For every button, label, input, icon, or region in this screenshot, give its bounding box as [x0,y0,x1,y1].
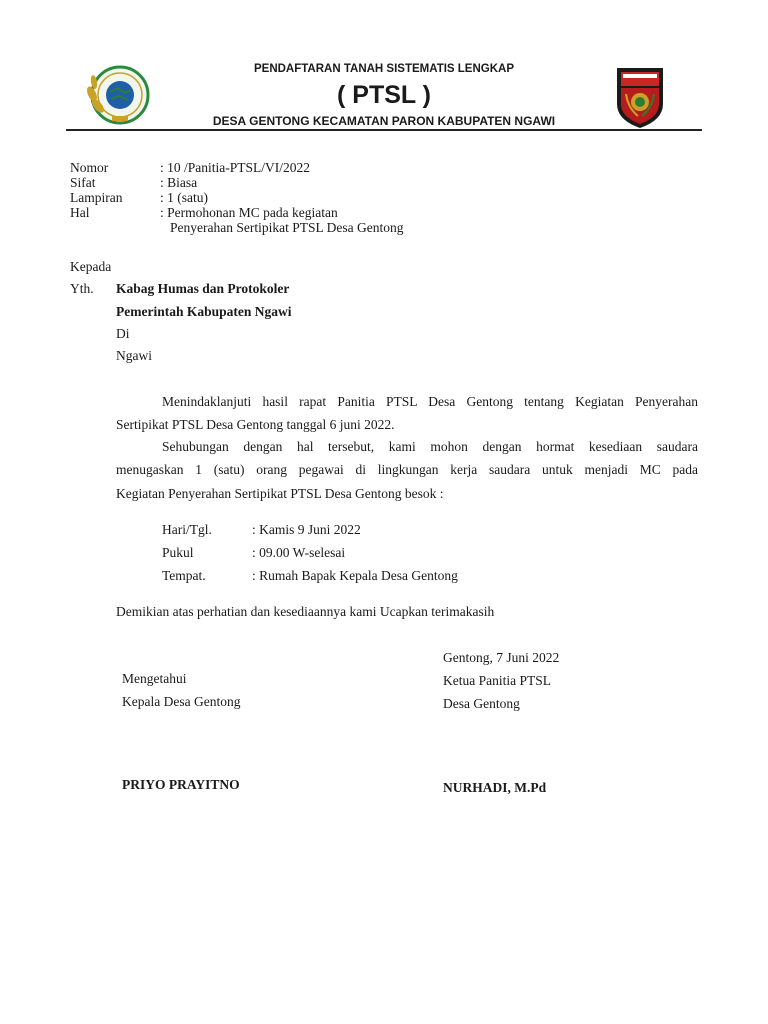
schedule-value-place: : Rumah Bapak Kepala Desa Gentong [252,568,458,583]
header-line-1: PENDAFTARAN TANAH SISTEMATIS LENGKAP [253,63,515,75]
recipient-organization: Pemerintah Kabupaten Ngawi [116,304,292,319]
schedule-label-date: Hari/Tgl. [162,522,212,537]
paragraph-2-line-2: menugaskan 1 (satu) orang pegawai di lingkungan kerja saudara untuk menjadi MC pada [116,462,698,477]
recipient-di: Di [116,326,130,341]
header-divider [66,129,702,131]
meta-label-hal: Hal [70,205,90,220]
meta-label-sifat: Sifat [70,175,96,190]
header-title: ( PTSL ) [337,81,431,109]
yth-label: Yth. [70,281,94,296]
signature-left-line-2: Kepala Desa Gentong [122,694,241,709]
paragraph-2-line-1: Sehubungan dengan hal tersebut, kami mohon dengan hormat kesediaan saudara [162,439,698,454]
meta-value-nomor: : 10 /Panitia-PTSL/VI/2022 [160,160,310,175]
paragraph-1-line-2: Sertipikat PTSL Desa Gentong tanggal 6 juni 2022. [116,417,395,432]
schedule-label-place: Tempat. [162,568,206,583]
signature-right-line-2: Desa Gentong [443,696,520,711]
meta-label-lampiran: Lampiran [70,190,123,205]
recipient-title: Kabag Humas dan Protokoler [116,281,290,296]
meta-label-nomor: Nomor [70,160,109,175]
kepada-label: Kepada [70,259,112,274]
signature-right-line-1: Ketua Panitia PTSL [443,673,551,688]
meta-value-sifat: : Biasa [160,175,198,190]
schedule-label-time: Pukul [162,545,194,560]
signature-left-name: PRIYO PRAYITNO [122,777,240,792]
recipient-city: Ngawi [116,348,152,363]
schedule-value-time: : 09.00 W-selesai [252,545,346,560]
header-line-3: DESA GENTONG KECAMATAN PARON KABUPATEN NGAWI [212,114,556,128]
signature-right-date: Gentong, 7 Juni 2022 [443,650,560,665]
paragraph-2-line-3: Kegiatan Penyerahan Sertipikat PTSL Desa Gentong besok : [116,486,444,501]
paragraph-1-line-1: Menindaklanjuti hasil rapat Panitia PTSL Desa Gentong tentang Kegiatan Penyerahan [162,394,698,409]
meta-value-hal: : Permohonan MC pada kegiatan [160,205,338,220]
schedule-value-date: : Kamis 9 Juni 2022 [252,522,361,537]
meta-value-hal-continued: Penyerahan Sertipikat PTSL Desa Gentong [170,220,404,235]
signature-left-line-1: Mengetahui [122,671,187,686]
meta-value-lampiran: : 1 (satu) [160,190,208,205]
closing-sentence: Demikian atas perhatian dan kesediaannya kami Ucapkan terimakasih [116,604,495,619]
signature-right-name: NURHADI, M.Pd [443,780,547,795]
